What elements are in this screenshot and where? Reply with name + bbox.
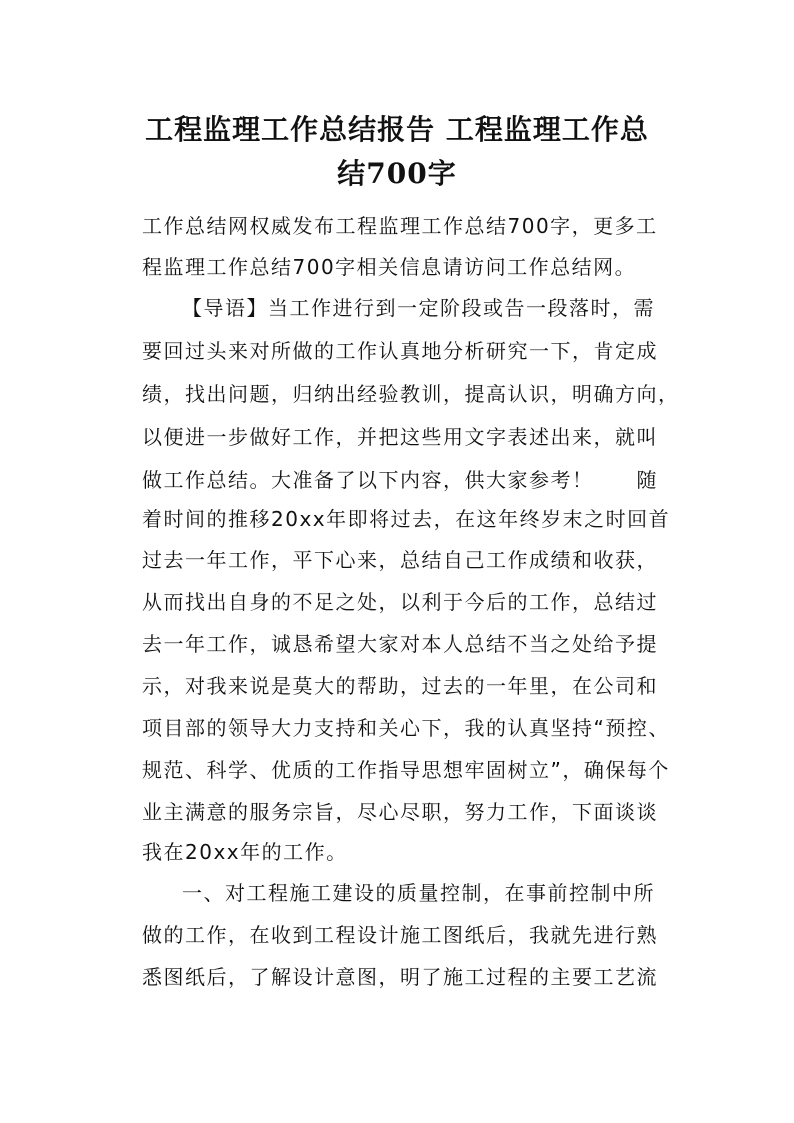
body-line: 做的工作，在收到工程设计施工图纸后，我就先进行熟 — [142, 923, 658, 947]
body-line: 程监理工作总结700字相关信息请访问工作总结网。 — [142, 255, 637, 279]
body-line: 着时间的推移20xx年即将过去，在这年终岁末之时回首 — [142, 507, 671, 531]
body-line: 以便进一步做好工作，并把这些用文字表述出来，就叫 — [142, 425, 658, 449]
body-line: 规范、科学、优质的工作指导思想牢固树立”，确保每个 — [142, 758, 670, 782]
body-line: 过去一年工作，平下心来，总结自己工作成绩和收获， — [142, 548, 658, 572]
body-line: 我在20xx年的工作。 — [142, 840, 348, 864]
body-line: 去一年工作，诚恳希望大家对本人总结不当之处给予提 — [142, 632, 658, 656]
body-line: 项目部的领导大力支持和关心下，我的认真坚持“预控、 — [142, 716, 670, 740]
body-line: 【导语】当工作进行到一定阶段或告一段落时，需 — [182, 296, 655, 320]
document-title — [110, 108, 684, 196]
title-line-2: 结700字 — [337, 157, 457, 190]
body-line: 业主满意的服务宗旨，尽心尽职，努力工作，下面谈谈 — [142, 800, 658, 824]
body-line: 做工作总结。大准备了以下内容，供大家参考！ 随 — [142, 468, 658, 492]
body-line: 悉图纸后，了解设计意图，明了施工过程的主要工艺流 — [142, 965, 658, 989]
body-line: 工作总结网权威发布工程监理工作总结700字，更多工 — [142, 214, 658, 238]
body-line: 示，对我来说是莫大的帮助，过去的一年里，在公司和 — [142, 674, 658, 698]
body-line: 从而找出自身的不足之处，以利于今后的工作，总结过 — [142, 590, 658, 614]
title-line-1: 工程监理工作总结报告 工程监理工作总 — [145, 113, 649, 146]
body-line: 绩，找出问题，归纳出经验教训，提高认识，明确方向， — [142, 382, 680, 406]
body-line: 一、对工程施工建设的质量控制，在事前控制中所 — [182, 881, 655, 905]
body-line: 要回过头来对所做的工作认真地分析研究一下，肯定成 — [142, 339, 658, 363]
